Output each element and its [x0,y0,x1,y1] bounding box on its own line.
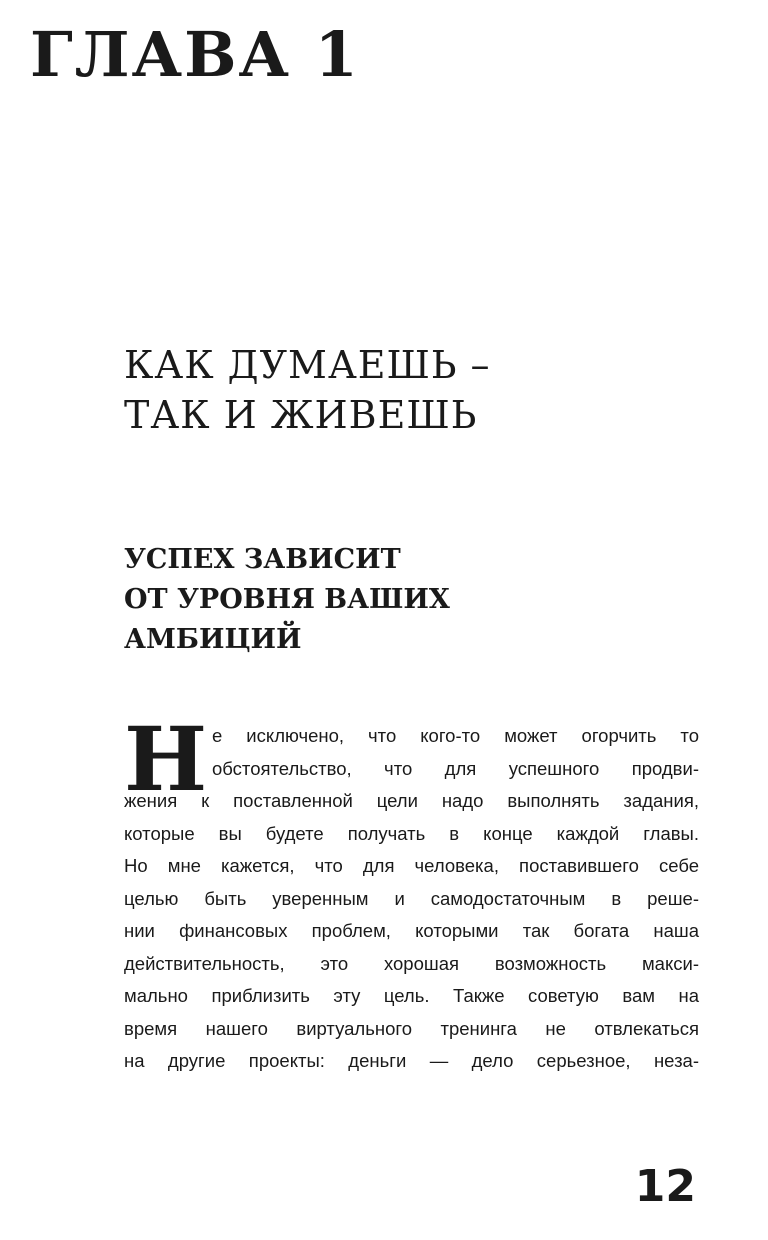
paragraph-line: нии финансовых проблем, которыми так богата наша [124,920,699,941]
paragraph-line: целью быть уверенным и самодостаточным в реше- [124,887,699,909]
paragraph-line: жения к поставленной цели надо выполнять задания, [124,790,699,811]
paragraph-line: обстоятельство, что для успешного продви- [212,757,699,779]
paragraph-line: действительность, это хорошая возможность макси- [124,952,699,974]
page-number: 12 [634,1161,696,1212]
drop-cap-letter: Н [124,707,208,811]
paragraph-line: которые вы будете получать в конце каждой главы. [124,822,699,844]
section-title-line: УСПЕХ ЗАВИСИТ [124,544,401,575]
chapter-heading: ГЛАВА 1 [30,18,360,91]
paragraph-line: мально приблизить эту цель. Также советую вам на [124,985,699,1006]
section-title [124,540,684,660]
section-title-line: ОТ УРОВНЯ ВАШИХ [124,584,450,615]
section-title-line: АМБИЦИЙ [124,624,302,655]
paragraph-line: Но мне кажется, что для человека, поставившего себе [124,855,699,876]
chapter-title-line: КАК ДУМАЕШЬ – [124,343,491,387]
chapter-title-line: ТАК И ЖИВЕШЬ [124,393,478,437]
paragraph-line: на другие проекты: деньги — дело серьезное, неза- [124,1050,699,1071]
body-paragraph [124,707,699,1078]
chapter-title [124,340,684,440]
paragraph-line: е исключено, что кого-то может огорчить то [212,725,699,746]
paragraph-line: время нашего виртуального тренинга не отвлекаться [124,1017,699,1039]
